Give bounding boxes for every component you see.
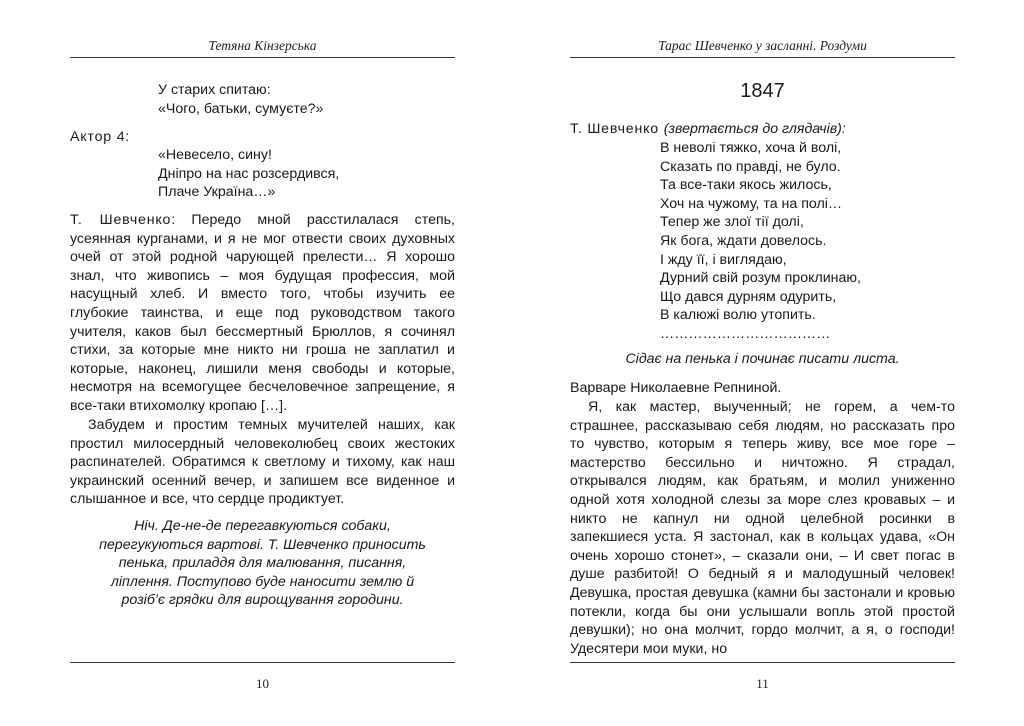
running-head-left: Тетяна Кінзерська (208, 38, 317, 53)
speaker-line-right (570, 120, 955, 139)
footer-rule-left (70, 662, 455, 663)
footer-rule-right (570, 662, 955, 663)
speaker-direction: (звертається до глядачів): (663, 121, 846, 137)
stage-direction-left: Ніч. Де-не-де перегавкуються собаки, перегукуються вартові. Т. Шевченко приносить пенька, приладдя для малювання, писання, ліплення. Поступово буде наносити землю й розіб’є грядки для вирощування городини. (99, 518, 426, 609)
poem-verse: В неволі тяжко, хоча й волі, Сказать по правді, не було. Та все-таки якось жилось, Хоч на чужому, та на полі… Тепер же злої тії долі, Як бога, ждати довелось. І жду її, і виглядаю, Дурний свій розум проклинаю, Що дався дурням одурить, В калюжі волю утопить. ……………………………… (660, 140, 861, 342)
left-page (70, 0, 455, 726)
verse-fragment-b: «Невесело, сину! Дніпро на нас розсердився, Плаче Україна…» (158, 147, 340, 201)
header-rule-left (70, 57, 455, 58)
shevchenko-monologue-1 (70, 211, 455, 416)
speaker-shevchenko-left: Т. Шевченко (70, 212, 172, 228)
monologue-1-text: : Передо мной расстилалася степь, усеянная курганами, и я не мог отвести своих духовных очей от этой родной чарующей прелести… Я хорошо знал, что живопись – моя будущая профессия, мой насущный хлеб. И вместо того, чтобы изучить ее глубокие таинства, и еще под руководством такого учителя, каков был бессмертный Брюллов, я сочинял стихи, за которые мне никто ни гроша не заплатил и которые, наконец, лишили меня свободы и которые, несмотря на всемогущее бесчеловечное запрещение, я все-таки втихомолку кропаю […]. (70, 212, 455, 414)
right-page (570, 0, 955, 726)
verse-fragment-a: У старих спитаю: «Чого, батьки, сумуєте?» (158, 82, 324, 117)
speaker-actor-4: Актор 4: (70, 129, 131, 145)
speaker-shevchenko-right: Т. Шевченко (570, 121, 664, 137)
page-number-left: 10 (256, 676, 269, 691)
stage-direction-right: Сідає на пенька і починає писати листа. (625, 351, 900, 367)
letter-body: Я, как мастер, выученный; не горем, а чем-то страшнее, рассказываю себя людям, но рассказать про то чувство, которым я теперь живу, все мое горе – мастерство бессильно и ничтожно. Я страдал, открывался людям, как братьям, и молил униженно одной хотя холодной слезы за море слез кровавых – и никто не капнул ни одной целебной росинки в запекшиеся уста. Я застонал, как в кольцах удава, «Он очень хорошо стонет», – сказали они, – И свет погас в душе разбитой! О бедный я и малодушный человек! Девушка, простая девушка (камни бы застонали и кровью потекли, когда бы они услышали вопль этой простой девушки); но она молчит, гордо молчит, а я, о господи! Удесятери мои муки, но (570, 399, 955, 657)
page-number-right: 11 (756, 676, 769, 691)
section-year-heading: 1847 (740, 80, 785, 102)
shevchenko-monologue-2: Забудем и простим темных мучителей наших, как простил милосердный человеколюбец своих жестоких распинателей. Обратимся к светлому и тихому, как наш украинский осенний вечер, и запишем все виденное и слышанное и все, что сердце продиктует. (70, 417, 455, 508)
running-head-right: Тарас Шевченко у засланні. Роздуми (658, 38, 867, 53)
letter-addressee: Варваре Николаевне Репниной. (570, 380, 782, 396)
header-rule-right (570, 57, 955, 58)
